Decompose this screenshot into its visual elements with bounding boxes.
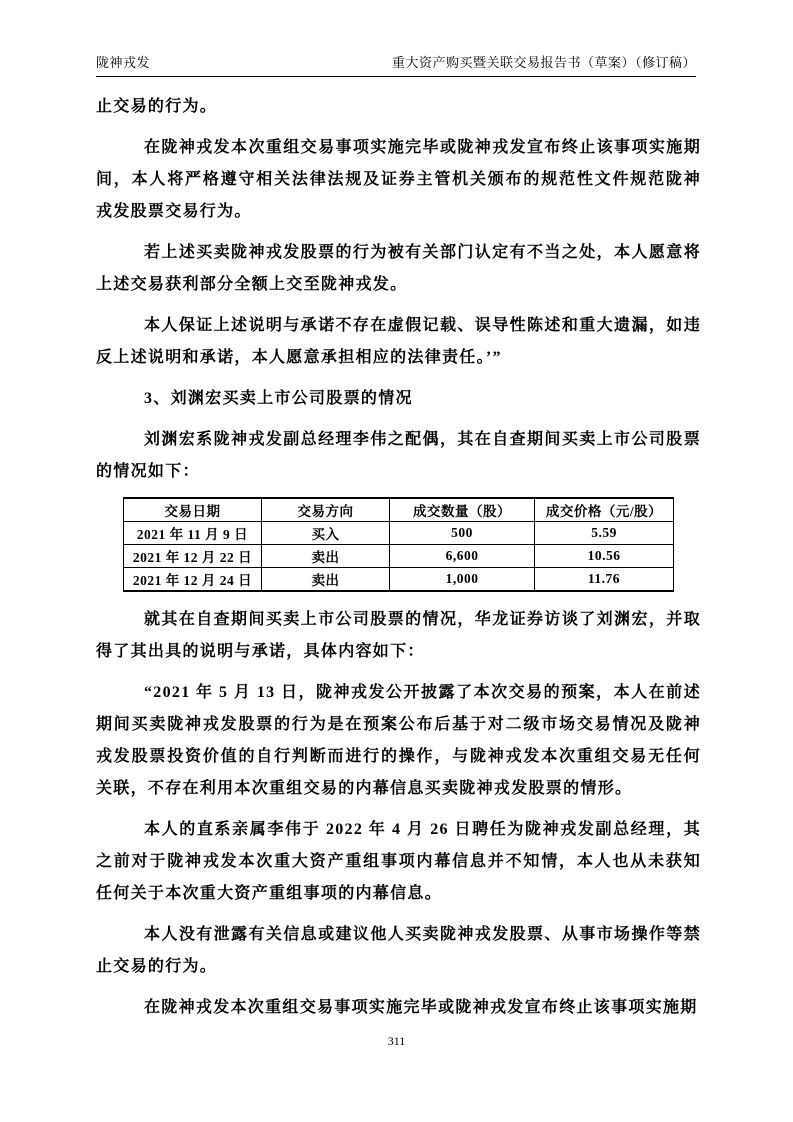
paragraph: 本人保证上述说明与承诺不存在虚假记载、误导性陈述和重大遗漏，如违反上述说明和承诺，本人愿意承担相应的法律责任。’”: [96, 317, 701, 366]
table-cell: 买入: [262, 522, 390, 545]
table-cell: 2021 年 11 月 9 日: [124, 522, 262, 545]
paragraph: 若上述买卖陇神戎发股票的行为被有关部门认定有不当之处，本人愿意将上述交易获利部分全额上交至陇神戎发。: [96, 244, 701, 293]
paragraph: 在陇神戎发本次重组交易事项实施完毕或陇神戎发宣布终止该事项实施期: [144, 999, 698, 1016]
paragraph: “2021 年 5 月 13 日，陇神戎发公开披露了本次交易的预案，本人在前述期间买卖陇神戎发股票的行为是在预案公布后基于对二级市场交易情况及陇神戎发股票投资价值的自行判断而进行的操作，与陇神戎发本次重组交易无任何关联，不存在利用本次重组交易的内幕信息买卖陇神戎发股票的情形。: [96, 684, 701, 797]
table-cell: 1,000: [390, 568, 535, 592]
paragraph: 止交易的行为。: [96, 98, 218, 115]
stock-trading-table: [123, 497, 674, 592]
table-row: [124, 568, 674, 592]
page-number: 311: [387, 1034, 406, 1048]
table-cell: 2021 年 12 月 24 日: [124, 568, 262, 592]
table-cell: 5.59: [535, 522, 674, 545]
paragraph: 本人的直系亲属李伟于 2022 年 4 月 26 日聘任为陇神戎发副总经理，其之前对于陇神戎发本次重大资产重组事项内幕信息并不知情，本人也从未获知任何关于本次重大资产重组事项的内幕信息。: [96, 821, 701, 902]
table-header-cell: 成交数量（股）: [390, 498, 535, 522]
table-row: [124, 522, 674, 545]
table-header-row: [124, 498, 674, 522]
header-company-name: 陇神戎发: [96, 55, 151, 70]
table-cell: 6,600: [390, 545, 535, 568]
table-header-cell: 成交价格（元/股）: [535, 498, 674, 522]
paragraph: 就其在自查期间买卖上市公司股票的情况，华龙证券访谈了刘渊宏，并取得了其出具的说明与承诺，具体内容如下：: [96, 611, 701, 660]
paragraph: 本人没有泄露有关信息或建议他人买卖陇神戎发股票、从事市场操作等禁止交易的行为。: [96, 926, 701, 975]
section-heading: 3、刘渊宏买卖上市公司股票的情况: [144, 390, 413, 407]
page-header: [96, 52, 696, 77]
paragraph: 刘渊宏系陇神戎发副总经理李伟之配偶，其在自查期间买卖上市公司股票的情况如下：: [96, 431, 701, 480]
header-report-title: 重大资产购买暨关联交易报告书（草案）（修订稿）: [391, 55, 696, 70]
table-header-cell: 交易方向: [262, 498, 390, 522]
table-cell: 11.76: [535, 568, 674, 592]
paragraph: 在陇神戎发本次重组交易事项实施完毕或陇神戎发宣布终止该事项实施期间，本人将严格遵守相关法律法规及证券主管机关颁布的规范性文件规范陇神戎发股票交易行为。: [96, 139, 701, 220]
table-cell: 500: [390, 522, 535, 545]
table-cell: 卖出: [262, 568, 390, 592]
table-cell: 卖出: [262, 545, 390, 568]
document-body: [96, 91, 701, 1024]
table-cell: 2021 年 12 月 22 日: [124, 545, 262, 568]
table-row: [124, 545, 674, 568]
table-header-cell: 交易日期: [124, 498, 262, 522]
table-cell: 10.56: [535, 545, 674, 568]
